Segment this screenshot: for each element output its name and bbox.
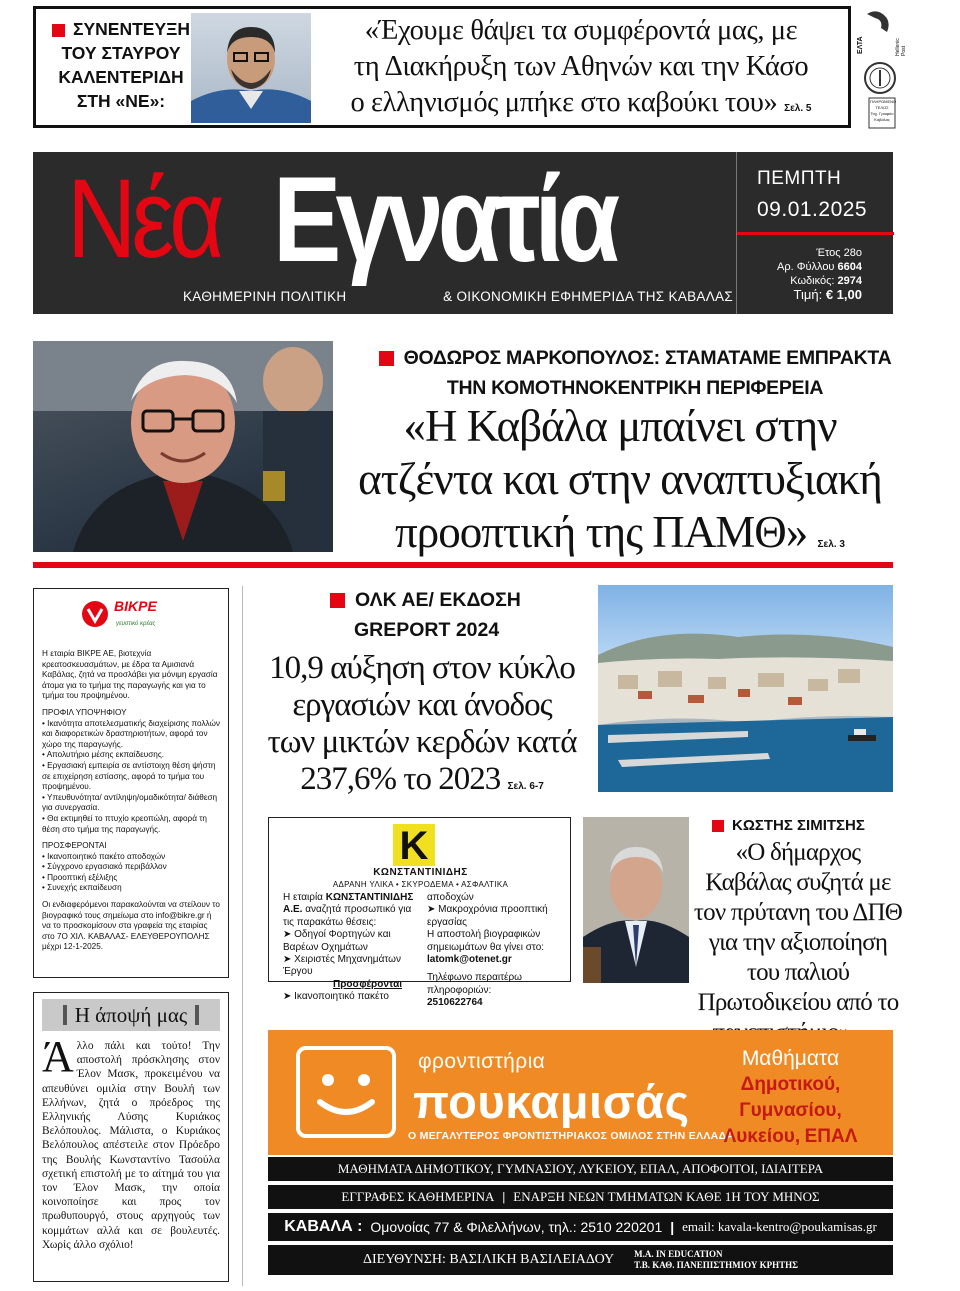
red-square-icon [52, 24, 65, 37]
code-number: Κωδικός: 2974 [790, 275, 862, 287]
issue-date: 09.01.2025 [757, 198, 868, 221]
main-story-kicker: ΘΟΔΩΡΟΣ ΜΑΡΚΟΠΟΥΛΟΣ: ΣΤΑΜΑΤΑΜΕ ΕΜΠΡΑΚΤΑ ΤΗΝ ΚΟΜΟΤΗΝΟΚΕΝΤΡΙΚΗ ΠΕΡΙΦΕΡΕΙΑ [365, 343, 905, 403]
markopoulos-photo [33, 341, 333, 552]
top-interview-box [33, 6, 851, 128]
poukamisas-bar-courses: ΜΑΘΗΜΑΤΑ ΔΗΜΟΤΙΚΟΥ, ΓΥΜΝΑΣΙΟΥ, ΛΥΚΕΙΟΥ, ΕΠΑΛ, ΑΠΟΦΟΙΤΟΙ, ΙΔΙΑΙΤΕΡΑ [268, 1157, 893, 1181]
issue-number: Αρ. Φύλλου 6604 [776, 261, 862, 273]
vikre-logo: ΒΙΚΡΕ γευστικό κρέας [42, 595, 220, 639]
poukamisas-courses: Μαθήματα Δημοτικού, Γυμνασίου, Λυκείου, ΕΠΑΛ [723, 1047, 858, 1147]
konstantinidis-job-ad[interactable]: K ΚΩΝΣΤΑΝΤΙΝΙΔΗΣ ΑΔΡΑΝΗ ΥΛΙΚΑ • ΣΚΥΡΟΔΕΜΑ • ΑΣΦΑΛΤΙΚΑ Η εταιρία ΚΩΝΣΤΑΝΤΙΝΙΔΗΣ Α.Ε. αναζητά προσωπικό για τις παρακάτω θέσεις: ➤ Οδηγοί Φορτηγών και Βαρέων Οχημάτων ➤ Χειριστές Μηχανημάτων Έργου Προσφέρονται ➤ Ικανοποιητικό πακέτο αποδοχών ➤ Μακροχρόνια προοπτική εργασίας Η αποστολή βιογραφικών σημειωμάτων θα γίνει στο: latomk@otenet.gr Τηλέφωνο περαιτέρω πληροφοριών: 2510622764 [268, 817, 571, 982]
red-square-icon [330, 593, 345, 608]
issue-day: ΠΕΜΠΤΗ [757, 168, 842, 189]
section-red-rule [33, 562, 893, 568]
divider-icon [63, 1005, 67, 1025]
poukamisas-bar-director: ΔΙΕΥΘΥΝΣΗ: ΒΑΣΙΛΙΚΗ ΒΑΣΙΛΕΙΑΔΟΥ M.A. IN EDUCATION Τ.Β. ΚΑΘ. ΠΑΝΕΠΙΣΤΗΜΙΟΥ ΚΡΗΤΗΣ [268, 1245, 893, 1275]
olk-headline[interactable]: 10,9 αύξηση στον κύκλο εργασιών και άνοδος των μικτών κερδών κατά 237,6% το 2023 Σελ. 6-7 [267, 650, 577, 797]
top-kicker: ΣΥΝΕΝΤΕΥΞΗ ΤΟΥ ΣΤΑΥΡΟΥ ΚΑΛΕΝΤΕΡΙΔΗ ΣΤΗ «ΝΕ»: [46, 17, 196, 113]
konst-phone[interactable]: 2510622764 [427, 997, 483, 1009]
masthead [33, 152, 893, 314]
main-story-headline[interactable]: «Η Καβάλα μπαίνει στην ατζέντα και στην αναπτυξιακή προοπτική της ΠΑΜΘ» Σελ. 3 [358, 401, 882, 557]
issue-info [736, 152, 893, 314]
editorial-box [33, 992, 229, 1282]
vikre-logo-icon [80, 599, 110, 629]
year-label: Έτος 28ο [816, 247, 862, 259]
konst-ad-right: αποδοχών ➤ Μακροχρόνια προοπτική εργασίας Η αποστολή βιογραφικών σημειωμάτων θα γίνει στο: latomk@otenet.gr Τηλέφωνο περαιτέρω πληροφοριών: 2510622764 [427, 892, 567, 1010]
olk-kicker: ΟΛΚ ΑΕ/ ΕΚΔΟΣΗ GREPORT 2024 [262, 585, 572, 645]
poukamisas-email[interactable]: email: kavala-kentro@poukamisas.gr [682, 1219, 877, 1234]
red-square-icon [712, 820, 724, 832]
price: Τιμή: € 1,00 [793, 287, 862, 302]
vikre-job-ad[interactable]: ΒΙΚΡΕ γευστικό κρέας Η εταιρία ΒΙΚΡΕ ΑΕ, βιοτεχνία κρεατοσκευασμάτων, με έδρα τα Αμισιανά Καβάλας, ζητά να προσλάβει για μόνιμη εργασία άτομα για το τμήμα της παραγωγής και για το τμήμα του προψημένου. ΠΡΟΦΙΛ ΥΠΟΨΗΦΙΟΥ • Ικανότητα αποτελεσματικής διαχείρισης πολλών και διαφορετικών δραστηριοτήτων, αφορά τον χώρο της παραγωγής. • Απολυτήριο μέσης εκπαίδευσης. • Εργασιακή εμπειρία σε αντίστοιχη θέση ψήστη σε επιχείρηση εστίασης, αφορά το τμήμα του προψημένου. • Υπευθυνότητα/ αντίληψη/ομαδικότητα/ διάθεση για συνεργασία. • Θα εκτιμηθεί το πτυχίο κρεοπώλη, αφορά τη θέση στο τμήμα της παραγωγής. ΠΡΟΣΦΕΡΟΝΤΑΙ • Ικανοποιητικό πακέτο αποδοχών • Σύγχρονο εργασιακό περιβάλλον • Προοπτική εξέλιξης • Συνεχής εκπαίδευση Οι ενδιαφερόμενοι παρακαλούνται να στείλουν το βιογραφικό τους σημείωμα στο info@bikre.gr ή να το προσκομίσουν στα γραφεία της εταιρίας στο 7Ο ΧΙΛ. ΚΑΒΑΛΑΣ- ΕΛΕΥΘΕΡΟΥΠΟΛΗΣ μέχρι 12-1-2025. [33, 588, 229, 978]
simitsis-photo [583, 817, 689, 983]
red-square-icon [379, 351, 394, 366]
permit-stamp: ΠΛΗΡΩΜΕΝΟ ΤΕΛΟΣ Ταχ. Γραφείο Καβάλας [870, 99, 897, 122]
editorial-text: Άλλο πάλι και τούτο! Την αποστολή πρόσκλησης στον Έλον Μασκ, προκειμένου να απευθύνει ομιλία στην Βουλή των Ελλήνων, ζητά ο πρόεδρος της Ελληνικής Λύσης Κυριάκος Βελόπουλος. Μάλιστα, ο Κυριάκος Βελόπουλος απέστειλε στον Πρόεδρο της Βουλής Κωνσταντίνο Τασούλα σχετική επιστολή με το αίτημά του για τον Έλον Μασκ, την οποία κοινοποίησε και προς τον πρωθυπουργό, στους αρχηγούς των κομμάτων αλλά και σε βουλευτές. Χωρίς άλλο σχόλιο! [42, 1032, 220, 1251]
smile-icon [296, 1046, 396, 1138]
postal-stamps: ΕΛΤΑ Hellenic Post ΠΛΗΡΩΜΕΝΟ ΤΕΛΟΣ Ταχ. Γραφείο Καβάλας [855, 6, 905, 131]
simitsis-kicker: ΚΩΣΤΗΣ ΣΙΜΙΤΣΗΣ [712, 816, 892, 836]
divider-icon [195, 1005, 199, 1025]
konstantinidis-logo: K [393, 824, 435, 866]
masthead-subtitle: ΚΑΘΗΜΕΡΙΝΗ ΠΟΛΙΤΙΚΗ & ΟΙΚΟΝΟΜΙΚΗ ΕΦΗΜΕΡΙΔΑ ΤΗΣ ΚΑΒΑΛΑΣ [183, 289, 733, 304]
poukamisas-brand: πουκαμισάς [413, 1075, 690, 1128]
konst-ad-left: Η εταιρία ΚΩΝΣΤΑΝΤΙΝΙΔΗΣ Α.Ε. αναζητά προσωπικό για τις παρακάτω θέσεις: ➤ Οδηγοί Φορτηγών και Βαρέων Οχημάτων ➤ Χειριστές Μηχανημάτων Έργου Προσφέρονται ➤ Ικανοποιητικό πακέτο [283, 892, 414, 1003]
masthead-name-white: Εγνατία [273, 151, 615, 287]
column-divider [242, 586, 243, 1286]
red-divider [737, 232, 894, 235]
top-quote[interactable]: «Έχουμε θάψει τα συμφέροντά μας, με τη Διακήρυξη των Αθηνών και την Κάσο ο ελληνισμός μπήκε στο καβούκι του» Σελ. 5 [350, 15, 812, 118]
poukamisas-bar-address: ΚΑΒΑΛΑ : Ομονοίας 77 & Φιλελλήνων, τηλ.: 2510 220201 | email: kavala-kentro@poukamisas.gr [268, 1213, 893, 1241]
simitsis-headline[interactable]: «Ο δήμαρχος Καβάλας συζητά με τον πρύτανη του ΔΠΘ για την αξιοποίηση του παλιού Πρωτοδικείου από το [693, 839, 903, 1016]
poukamisas-bar-registration: ΕΓΓΡΑΦΕΣ ΚΑΘΗΜΕΡΙΝΑ | ΕΝΑΡΞΗ ΝΕΩΝ ΤΜΗΜΑΤΩΝ ΚΑΘΕ 1Η ΤΟΥ ΜΗΝΟΣ [268, 1185, 893, 1209]
masthead-name-red: Νέα [67, 156, 220, 281]
editorial-title: Η άποψή μας [42, 999, 220, 1031]
konst-email[interactable]: latomk@otenet.gr [427, 954, 512, 966]
poukamisas-ad[interactable]: φροντιστήρια πουκαμισάς Ο ΜΕΓΑΛΥΤΕΡΟΣ ΦΡΟΝΤΙΣΤΗΡΙΑΚΟΣ ΟΜΙΛΟΣ ΣΤΗΝ ΕΛΛΑΔΑ Μαθήματα Δημοτικού, Γυμνασίου, Λυκείου, ΕΠΑΛ [268, 1030, 893, 1155]
interviewee-photo [191, 13, 311, 123]
dropcap: Ά [42, 1032, 74, 1081]
kavala-port-photo [598, 585, 893, 792]
